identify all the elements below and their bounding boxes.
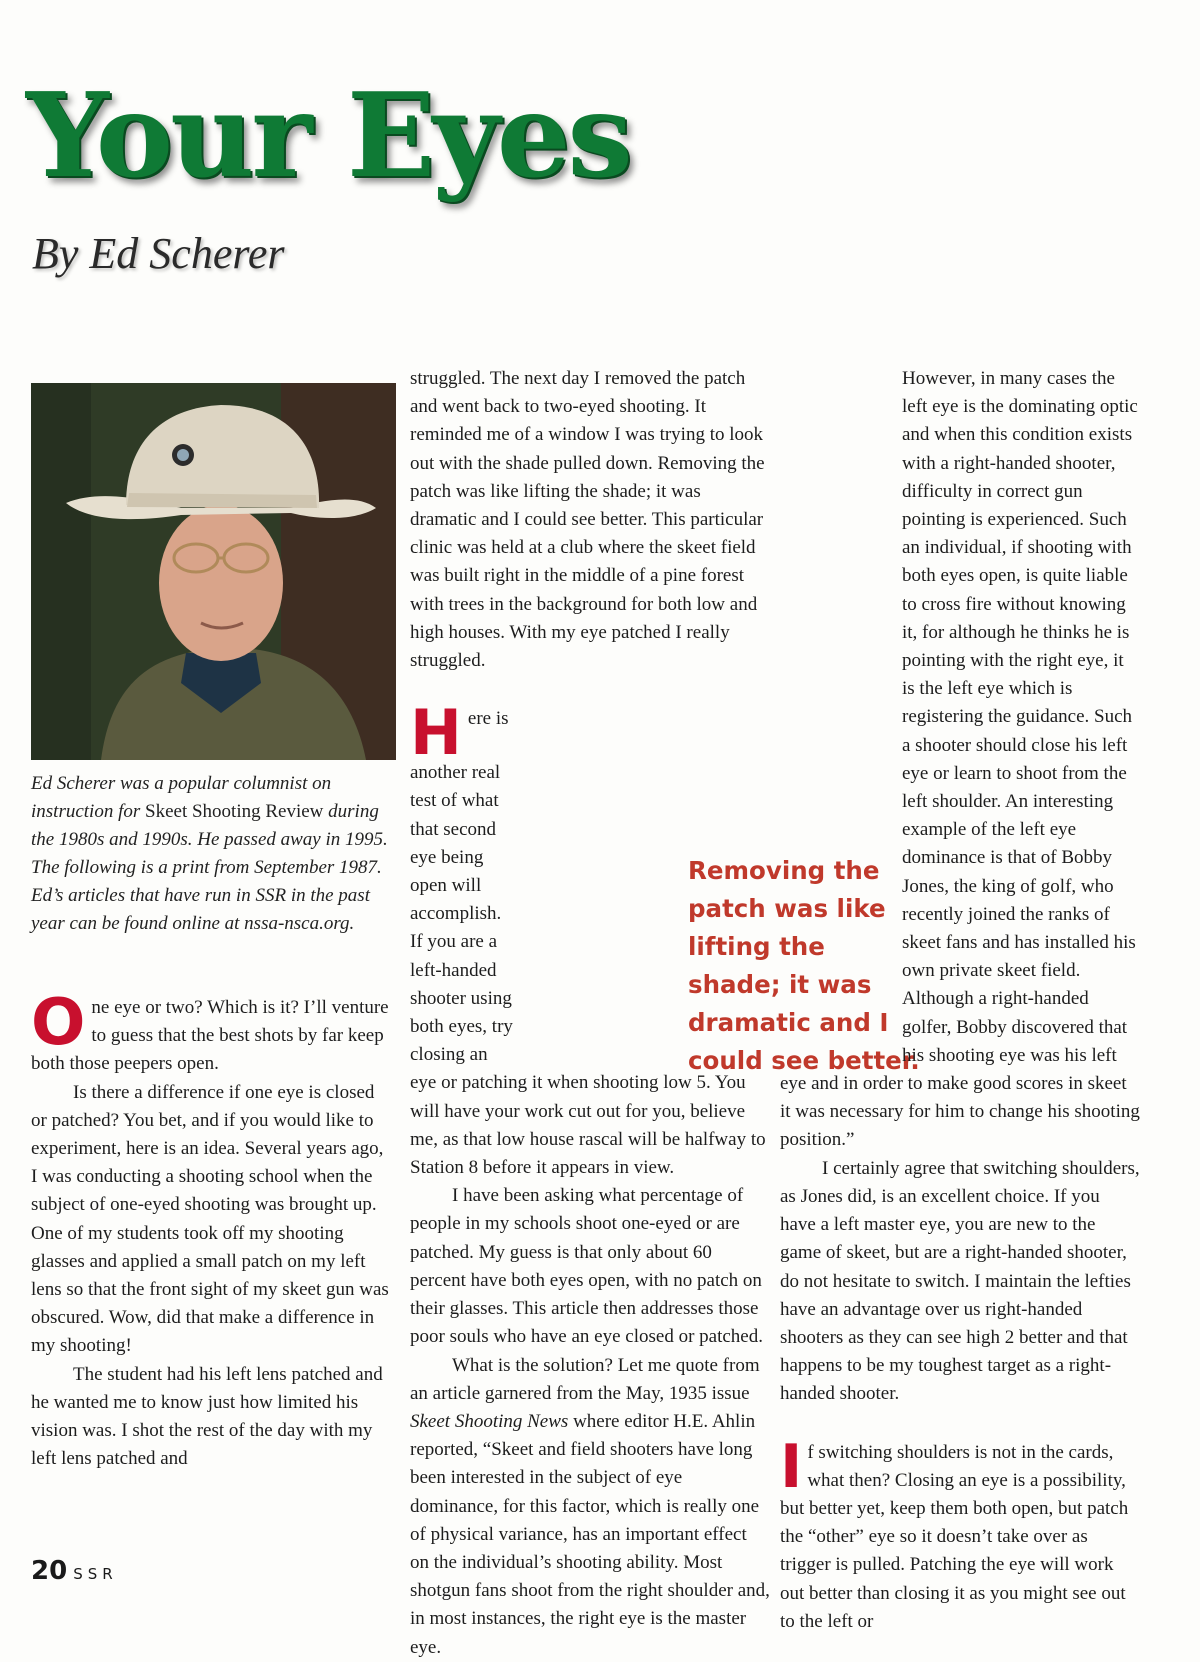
col3-paragraph-1: However, in many cases the left eye is the dominating optic and when this condition exists with a right-handed shooter, difficulty in correct gun pointing is experienced. Such an individual, if shooting with both eyes open, is quite liable to cross fire without knowing it, for although he thinks he is pointing with the right eye, it is the left eye which is registering the guidance. Such a shooter should close his left eye or learn to shoot from the left shoulder. An interesting example of the left eye dominance is that of Bobby Jones, the king of golf, who recently joined the ranks of skeet fans and has installed his own private skeet field. Although a right-handed golfer, Bobby discovered that his shooting eye was his left eye and in order to make good scores in skeet it was necessary for him to change his shooting position.” bbox=[780, 368, 1140, 1151]
page-number: 20 bbox=[31, 1556, 68, 1586]
col1-paragraph-1 bbox=[31, 986, 391, 1079]
pull-quote: Removing the patch was like lifting the shade; it was dramatic and I could see better. bbox=[688, 856, 920, 1075]
byline: By Ed Scherer bbox=[32, 229, 285, 278]
col2-p4-text-b: where editor H.E. Ahlin reported, “Skeet and field shooters have long been interested in the subject of eye dominance, for this factor, which is really one of physical variance, has an important effect on the individual’s shooting ability. Most shotgun fans shoot from the right shoulder and, in most instances, the right eye is the master eye. bbox=[410, 1410, 770, 1658]
author-portrait-illustration bbox=[31, 383, 396, 760]
col1-paragraph-3: The student had his left lens patched and he wanted me to know just how limited his vision was. I shot the rest of the day with my left lens patched and bbox=[31, 1363, 383, 1470]
col1-p1-text: ne eye or two? Which is it? I’ll venture to guess that the best shots by far keep both those peepers open. bbox=[31, 997, 389, 1075]
photo-caption bbox=[31, 770, 401, 938]
caption-publication: Skeet Shooting Review bbox=[145, 801, 324, 822]
drop-cap-h: H bbox=[410, 696, 462, 770]
col2-p2-text: ere is another real test of what that second eye being open will accomplish. If you are a left-handed shooter using both eyes, try closing an eye or patching it when shooting low 5. You will have your work cut out for you, believe me, as that low house rascal will be halfway to Station 8 before it appears in view. bbox=[410, 708, 766, 1179]
page-folio bbox=[31, 1556, 118, 1586]
section-gap bbox=[780, 1409, 1140, 1439]
drop-cap-i: I bbox=[780, 1431, 803, 1502]
col1-paragraph-2: Is there a difference if one eye is closed or patched? You bet, and if you would like to experiment, here is an idea. Several years ago, I was conducting a shooting school when the subject of one-eyed shooting was brought up. One of my students took off my shooting glasses and applied a small patch on my left lens so that the front sight of my skeet gun was obscured. Wow, did that make a difference in my shooting! bbox=[31, 1081, 389, 1357]
author-photo bbox=[31, 383, 396, 760]
section-gap bbox=[410, 675, 770, 705]
column-3 bbox=[780, 365, 1140, 1636]
caption-text-a: Ed Scherer was a popular columnist on instruction for bbox=[31, 773, 332, 822]
col3-p3-text: f switching shoulders is not in the cards, what then? Closing an eye is a possibility, but better yet, keep them both open, but patch the “other” eye so it doesn’t take over as trigger is pulled. Patching the eye will work out better than closing it as you might see out to the left or bbox=[780, 1441, 1129, 1632]
col3-paragraph-2: I certainly agree that switching shoulders, as Jones did, is an excellent choice. If you have a left master eye, you are new to the game of skeet, but are a right-handed shooter, do not hesitate to switch. I maintain the lefties have an advantage over us right-handed shooters as they can see high 2 better and that happens to be my toughest target as a right-handed shooter. bbox=[780, 1157, 1140, 1405]
col2-paragraph-3: I have been asking what percentage of people in my schools shoot one-eyed or are patched. My guess is that only about 60 percent have both eyes open, with no patch on their glasses. This article then addresses those poor souls who have an eye closed or patched. bbox=[410, 1185, 763, 1348]
col2-paragraph-1: struggled. The next day I removed the patch and went back to two-eyed shooting. It reminded me of a window I was trying to look out with the shade pulled down. Removing the patch was like lifting the shade; it was dramatic and I could see better. This particular clinic was held at a club where the skeet field was built right in the middle of a pine forest with trees in the background for both low and high houses. With my eye patched I really struggled. bbox=[410, 368, 765, 672]
magazine-name: SSR bbox=[73, 1565, 118, 1583]
pull-quote-space-right bbox=[780, 815, 902, 1069]
col2-p4-text-a: What is the solution? Let me quote from an article garnered from the May, 1935 issue bbox=[410, 1354, 760, 1404]
col2-paragraph-4 bbox=[410, 1352, 770, 1662]
article-title: Your Eyes bbox=[26, 68, 630, 204]
col2-p4-publication: Skeet Shooting News bbox=[410, 1410, 569, 1432]
caption-text-b: during the 1980s and 1990s. He passed away in 1995. The following is a print from September 1987. Ed’s articles that have run in SSR in the past year can be found online at nssa-nsca.org. bbox=[31, 801, 388, 934]
col3-paragraph-3 bbox=[780, 1431, 1140, 1636]
drop-cap-o: O bbox=[31, 986, 86, 1060]
column-1 bbox=[31, 986, 391, 1473]
